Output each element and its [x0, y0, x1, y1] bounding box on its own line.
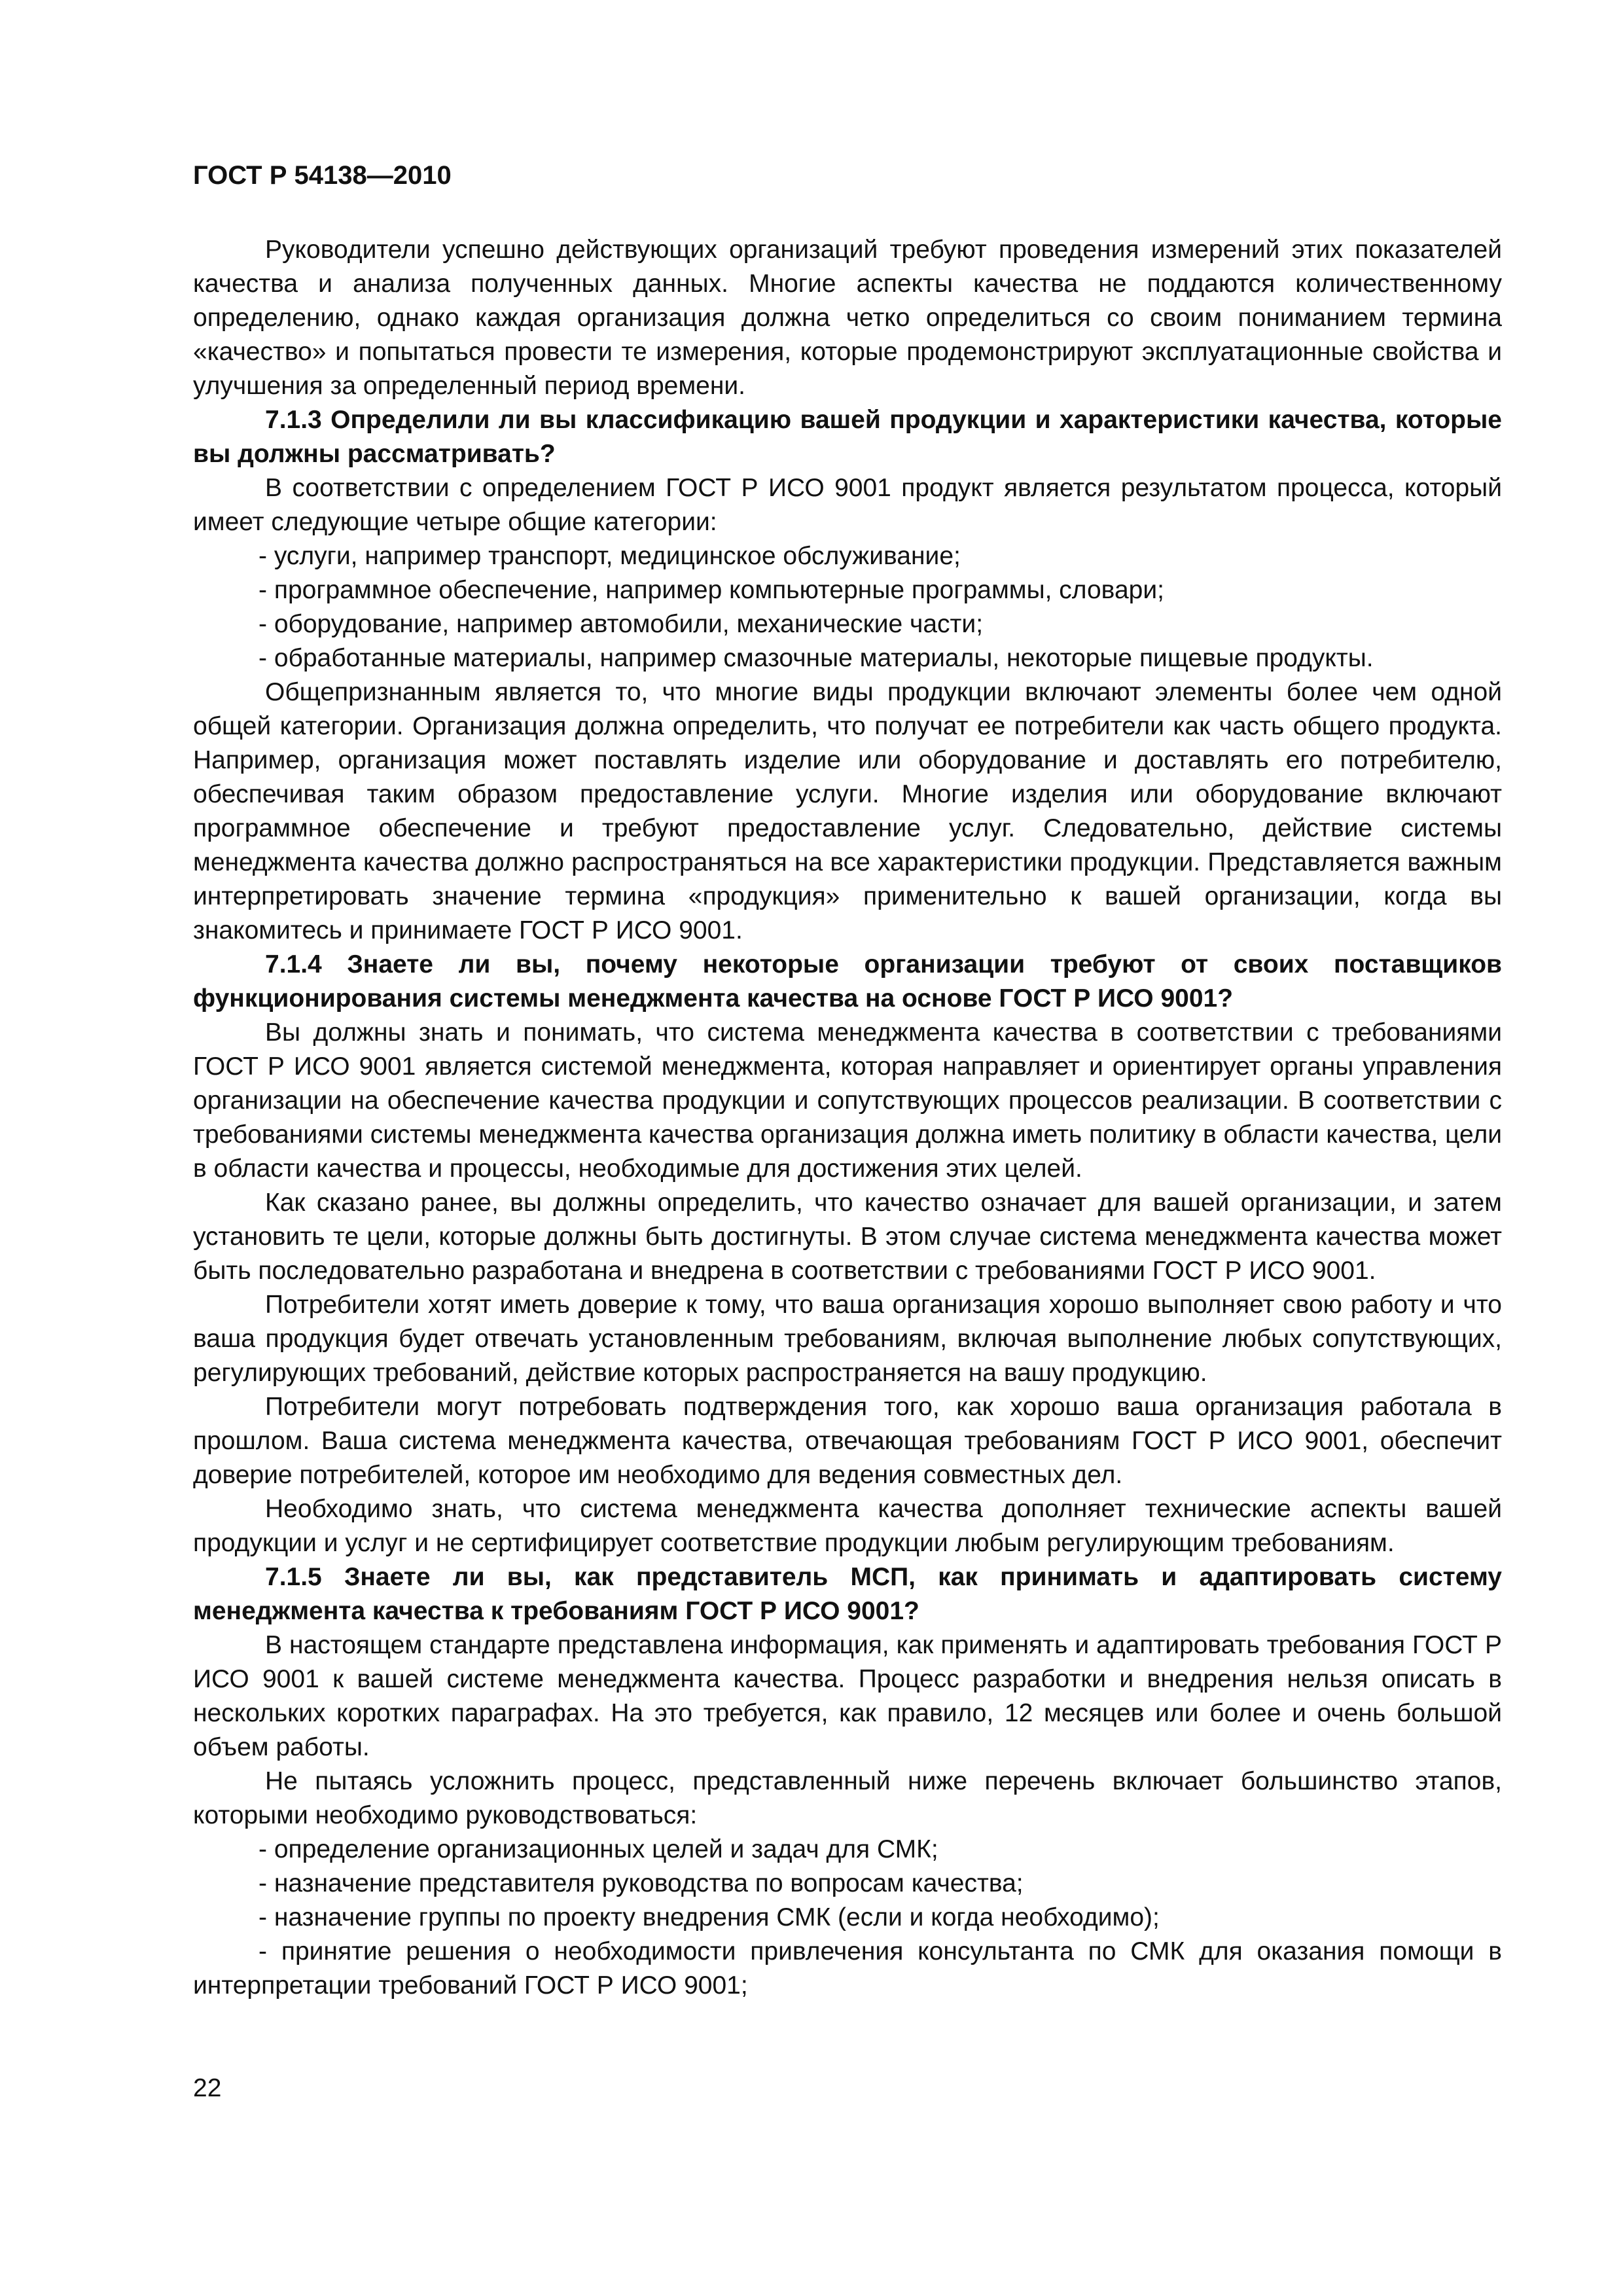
paragraph-intro: Руководители успешно действующих организаций требуют проведения измерений этих показателей качества и анализа полученных данных. Многие аспекты качества не поддаются количественному определению, однако каждая организация должна четко определиться со своим пониманием термина «качество» и попытаться провести те измерения, которые продемонстрируют эксплуатационные свойства и улучшения за определенный период времени.: [193, 236, 1502, 400]
paragraph-qms-purpose: Вы должны знать и понимать, что система менеджмента качества в соответствии с требованиями ГОСТ Р ИСО 9001 является системой менеджмента, которая направляет и ориентирует органы управления организации на обеспечение качества продукции и сопутствующих процессов реализации. В соответствии с требованиями системы менеджмента качества организация должна иметь политику в области качества, цели в области качества и процессы, необходимые для достижения этих целей.: [193, 1018, 1502, 1183]
section-heading-7-1-4: 7.1.4 Знаете ли вы, почему некоторые организации требуют от своих поставщиков функционирования системы менеджмента качества на основе ГОСТ Р ИСО 9001?: [193, 950, 1502, 1013]
paragraph-standard-info: В настоящем стандарте представлена информация, как применять и адаптировать требования ГОСТ Р ИСО 9001 к вашей системе менеджмента качества. Процесс разработки и внедрения нельзя описать в нескольких коротких параграфах. На это требуется, как правило, 12 месяцев или более и очень большой объем работы.: [193, 1631, 1502, 1761]
document-code-header: ГОСТ Р 54138—2010: [193, 161, 452, 190]
paragraph-customer-trust: Потребители хотят иметь доверие к тому, что ваша организация хорошо выполняет свою работу и что ваша продукция будет отвечать установленным требованиям, включая выполнение любых сопутствующих, регулирующих требований, действие которых распространяется на вашу продукцию.: [193, 1291, 1502, 1387]
implementation-steps-list: [193, 1833, 1502, 2003]
list-item: - назначение представителя руководства по вопросам качества;: [259, 1869, 1024, 1897]
document-page: [193, 157, 1502, 2003]
list-item: - определение организационных целей и задач для СМК;: [259, 1835, 938, 1863]
paragraph-steps-intro: Не пытаясь усложнить процесс, представленный ниже перечень включает большинство этапов, которыми необходимо руководствоваться:: [193, 1767, 1502, 1829]
page-number: 22: [193, 2074, 222, 2102]
paragraph-past-performance: Потребители могут потребовать подтверждения того, как хорошо ваша организация работала в прошлом. Ваша система менеджмента качества, отвечающая требованиям ГОСТ Р ИСО 9001, обеспечит доверие потребителей, которое им необходимо для ведения совместных дел.: [193, 1393, 1502, 1489]
list-item: - услуги, например транспорт, медицинское обслуживание;: [259, 542, 961, 570]
list-item: - принятие решения о необходимости привлечения консультанта по СМК для оказания помощи в интерпретации требований ГОСТ Р ИСО 9001;: [193, 1937, 1502, 2000]
paragraph-qms-complements: Необходимо знать, что система менеджмента качества дополняет технические аспекты вашей продукции и услуг и не сертифицирует соответствие продукции любым регулирующим требованиям.: [193, 1495, 1502, 1557]
paragraph-product-definition: В соответствии с определением ГОСТ Р ИСО 9001 продукт является результатом процесса, который имеет следующие четыре общие категории:: [193, 474, 1502, 536]
list-item: - обработанные материалы, например смазочные материалы, некоторые пищевые продукты.: [259, 644, 1374, 672]
paragraph-quality-goals: Как сказано ранее, вы должны определить, что качество означает для вашей организации, и затем установить те цели, которые должны быть достигнуты. В этом случае система менеджмента качества может быть последовательно разработана и внедрена в соответствии с требованиями ГОСТ Р ИСО 9001.: [193, 1189, 1502, 1285]
list-item: - назначение группы по проекту внедрения СМК (если и когда необходимо);: [259, 1903, 1160, 1931]
paragraph-product-combined: Общепризнанным является то, что многие виды продукции включают элементы более чем одной общей категории. Организация должна определить, что получат ее потребители как часть общего продукта. Например, организация может поставлять изделие или оборудование и доставлять его потребителю, обеспечивая таким образом предоставление услуги. Многие изделия или оборудование включают программное обеспечение и требуют предоставление услуг. Следовательно, действие системы менеджмента качества должно распространяться на все характеристики продукции. Представляется важным интерпретировать значение термина «продукция» применительно к вашей организации, когда вы знакомитесь и принимаете ГОСТ Р ИСО 9001.: [193, 678, 1502, 944]
list-item: - программное обеспечение, например компьютерные программы, словари;: [259, 576, 1164, 604]
section-heading-7-1-5: 7.1.5 Знаете ли вы, как представитель МСП, как принимать и адаптировать систему менеджмента качества к требованиям ГОСТ Р ИСО 9001?: [193, 1563, 1502, 1625]
list-item: - оборудование, например автомобили, механические части;: [259, 610, 984, 638]
section-heading-7-1-3: 7.1.3 Определили ли вы классификацию вашей продукции и характеристики качества, которые вы должны рассматривать?: [193, 406, 1502, 468]
product-categories-list: [193, 539, 1502, 675]
